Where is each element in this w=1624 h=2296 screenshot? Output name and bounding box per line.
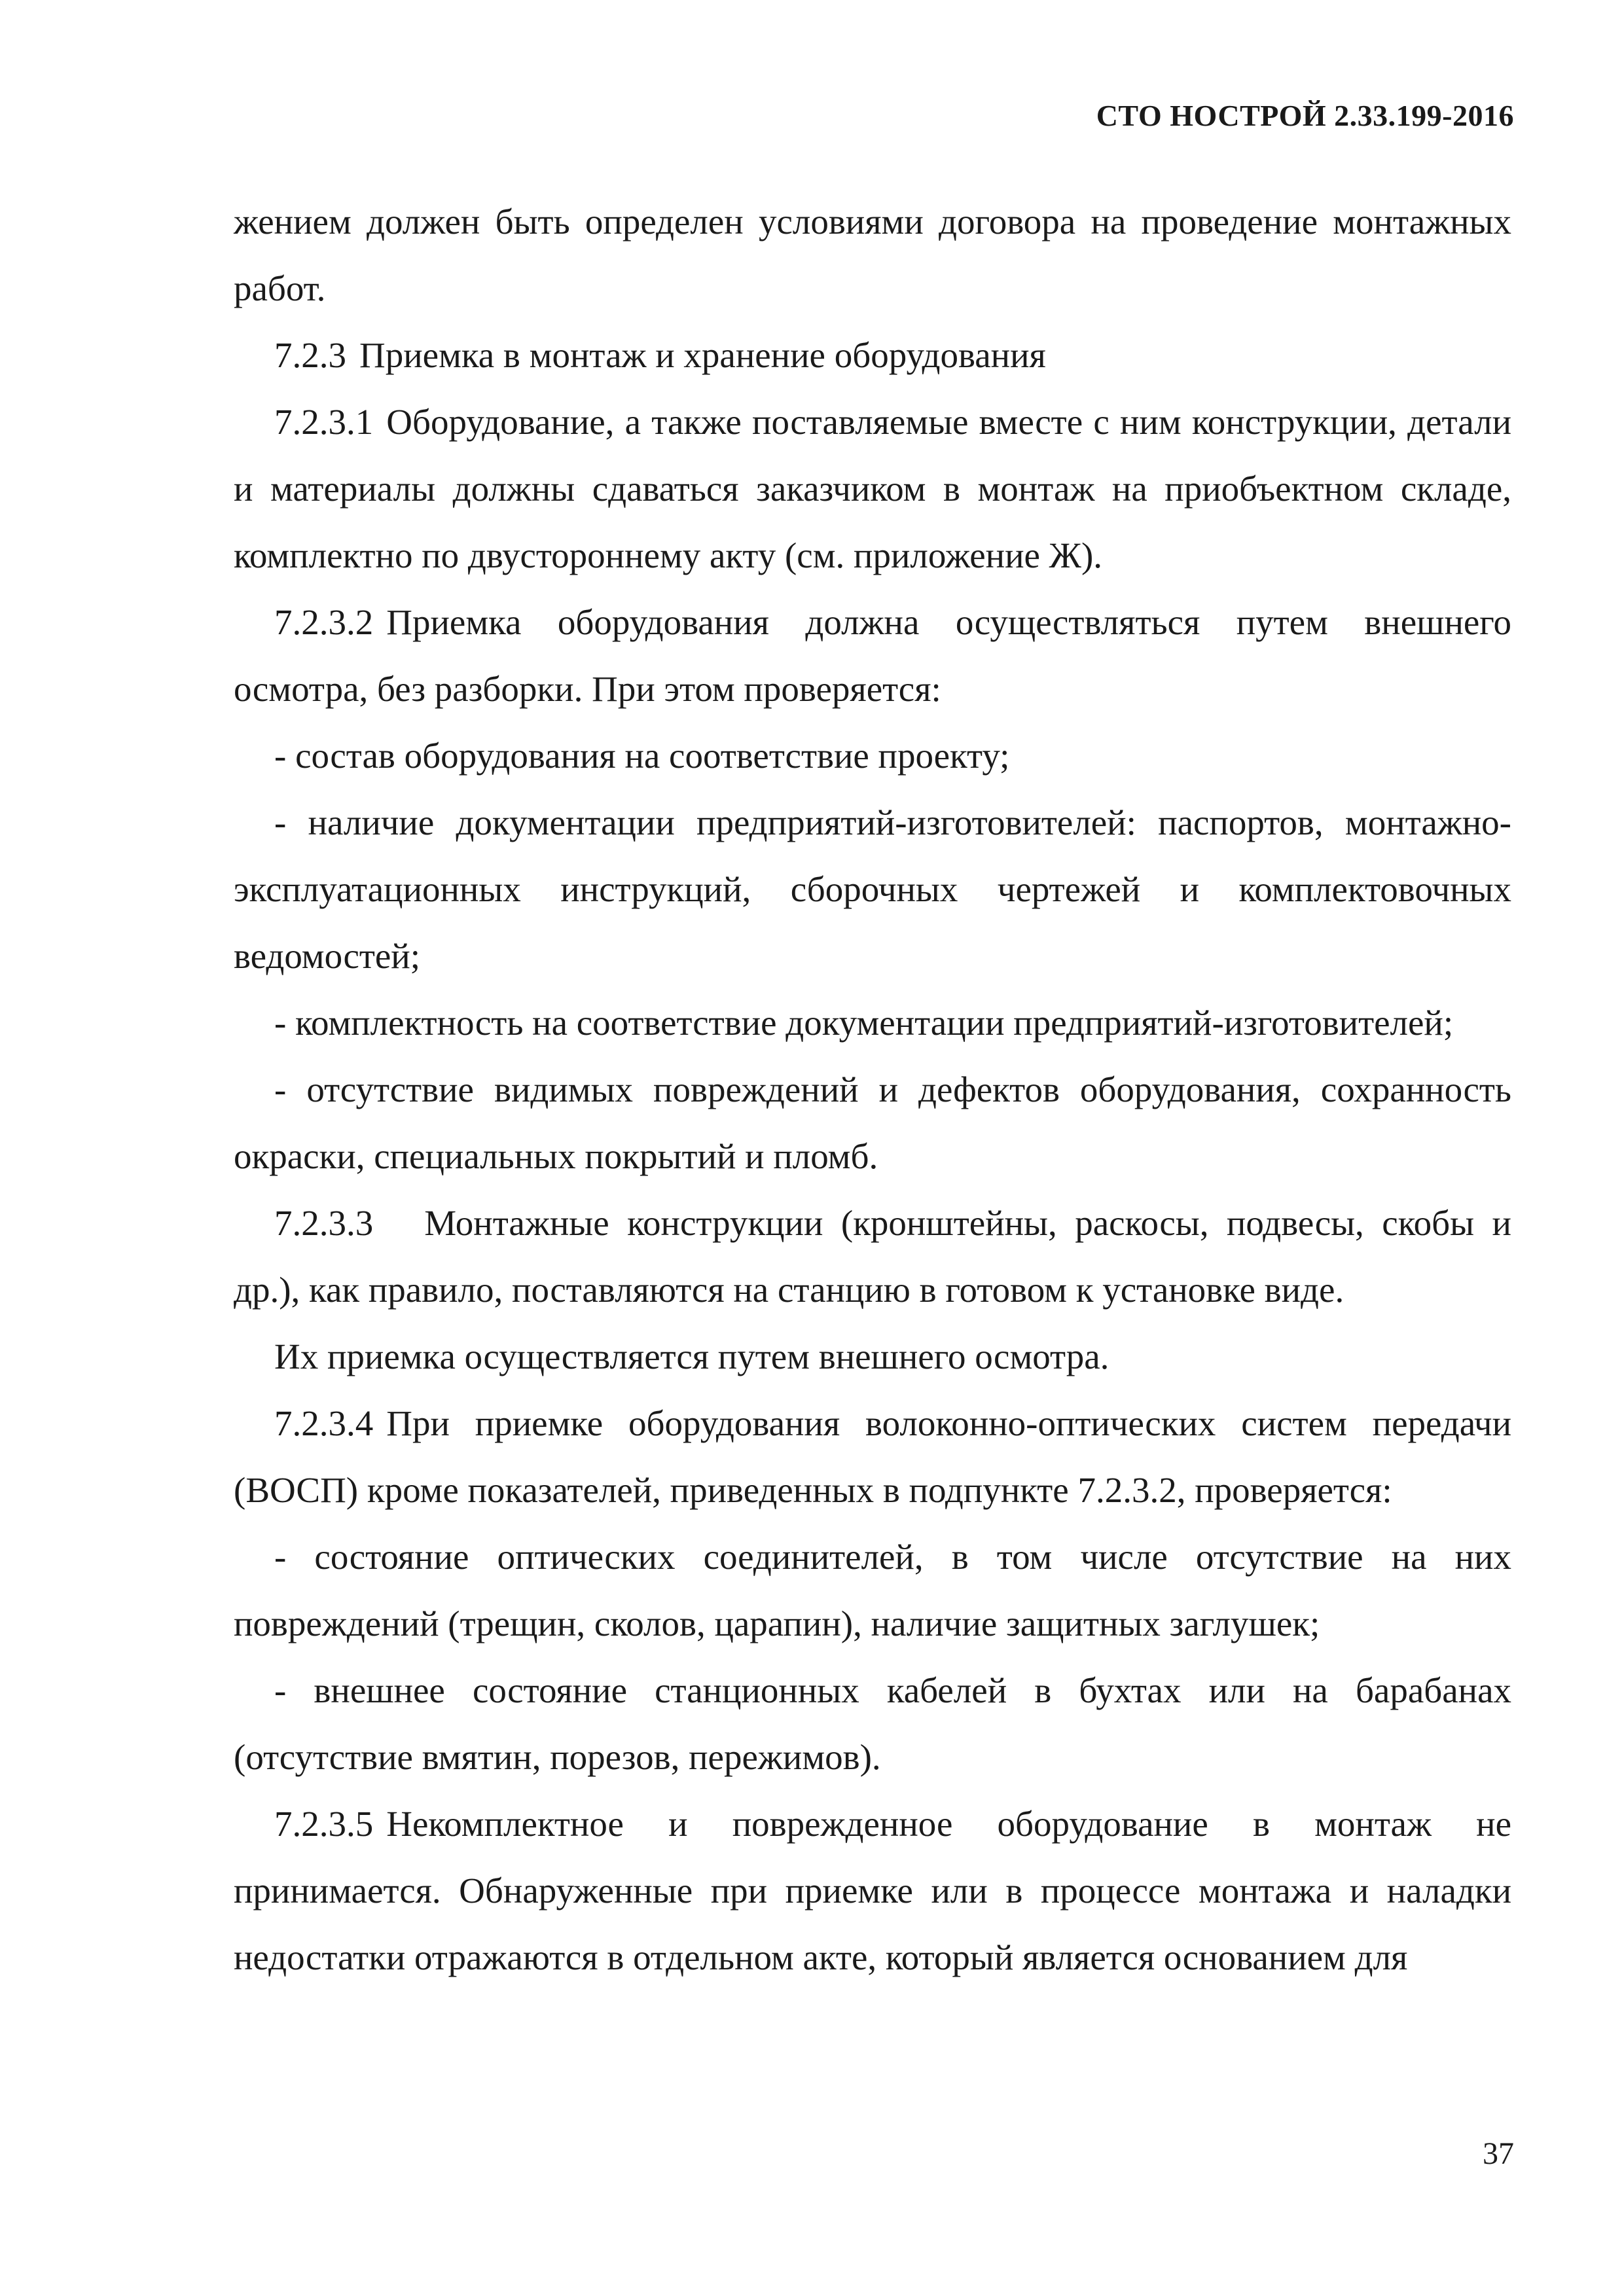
- list-item-text: - состояние оптических соединителей, в том числе отсутствие на них повреждений (трещин, сколов, царапин), наличие защитных заглушек;: [234, 1537, 1511, 1643]
- list-item-cables: [234, 1657, 1511, 1791]
- paragraph-text: Их приемка осуществляется путем внешнего осмотра.: [274, 1336, 1110, 1376]
- paragraph-text: Оборудование, а также поставляемые вместе с ним конструкции, детали и материалы должны сдаваться заказчиком в монтаж на приобъектном складе, комплектно по двустороннему акту (см. приложение Ж).: [234, 402, 1511, 575]
- list-item-completeness: [234, 990, 1511, 1056]
- clause-number: 7.2.3.5: [274, 1804, 374, 1844]
- clause-number: 7.2.3.1: [274, 402, 374, 442]
- paragraph-text: жением должен быть определен условиями договора на проведение монтажных работ.: [234, 202, 1511, 308]
- page-number: 37: [1483, 2136, 1514, 2171]
- clause-number: 7.2.3.4: [274, 1403, 374, 1443]
- clause-number: 7.2.3.3: [274, 1203, 374, 1243]
- section-title: Приемка в монтаж и хранение оборудования: [359, 335, 1046, 375]
- list-item-text: - отсутствие видимых повреждений и дефектов оборудования, сохранность окраски, специальных покрытий и пломб.: [234, 1069, 1511, 1176]
- paragraph-text: Приемка оборудования должна осуществляться путем внешнего осмотра, без разборки. При этом проверяется:: [234, 602, 1511, 709]
- clause-7-2-3-1: [234, 389, 1511, 589]
- clause-number: 7.2.3: [274, 335, 346, 375]
- list-item-text: - внешнее состояние станционных кабелей в бухтах или на барабанах (отсутствие вмятин, порезов, пережимов).: [234, 1670, 1511, 1777]
- section-heading-7-2-3: [234, 322, 1511, 389]
- document-body: [234, 188, 1511, 1991]
- list-item-connectors: [234, 1524, 1511, 1657]
- list-item-text: - состав оборудования на соответствие проекту;: [274, 736, 1010, 776]
- paragraph-text: При приемке оборудования волоконно-оптических систем передачи (ВОСП) кроме показателей, приведенных в подпункте 7.2.3.2, проверяется:: [234, 1403, 1511, 1510]
- clause-7-2-3-4: [234, 1390, 1511, 1524]
- paragraph-inspection: [234, 1323, 1511, 1390]
- clause-7-2-3-5: [234, 1791, 1511, 1991]
- clause-7-2-3-3: [234, 1190, 1511, 1323]
- paragraph-continuation: [234, 188, 1511, 322]
- list-item-documentation: [234, 789, 1511, 990]
- clause-7-2-3-2: [234, 589, 1511, 723]
- list-item-text: - наличие документации предприятий-изготовителей: паспортов, монтажно-эксплуатационных инструкций, сборочных чертежей и комплектовочных ведомостей;: [234, 802, 1511, 976]
- paragraph-text: Некомплектное и поврежденное оборудование в монтаж не принимается. Обнаруженные при приемке или в процессе монтажа и наладки недостатки отражаются в отдельном акте, который является основанием для: [234, 1804, 1511, 1977]
- document-code-header: СТО НОСТРОЙ 2.33.199-2016: [1096, 99, 1514, 132]
- paragraph-text: Монтажные конструкции (кронштейны, раскосы, подвесы, скобы и др.), как правило, поставляются на станцию в готовом к установке виде.: [234, 1203, 1511, 1310]
- list-item-text: - комплектность на соответствие документации предприятий-изготовителей;: [274, 1003, 1454, 1043]
- clause-number: 7.2.3.2: [274, 602, 374, 642]
- list-item-composition: [234, 723, 1511, 789]
- list-item-damage: [234, 1056, 1511, 1190]
